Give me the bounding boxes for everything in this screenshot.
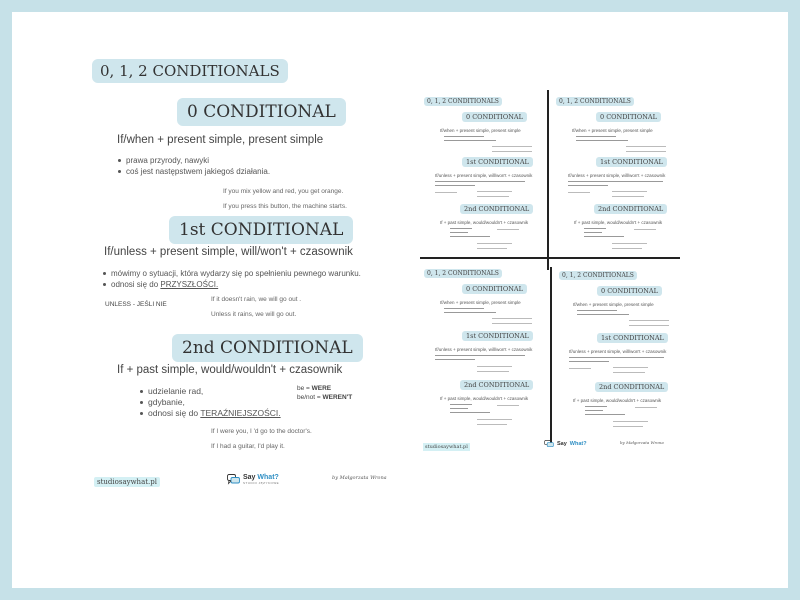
example: If it doesn't rain, we will go out . (211, 296, 302, 303)
underlined-term: PRZYSZŁOŚCI. (160, 280, 219, 289)
bullets-0 (117, 155, 270, 177)
be-rules (297, 384, 352, 402)
bullet: prawa przyrody, nawyki (117, 155, 270, 166)
example: If I were you, I 'd go to the doctor's. (211, 428, 312, 435)
example: If you mix yellow and red, you get orange. (223, 188, 344, 195)
bullet: gdybanie, (139, 397, 281, 408)
page (12, 12, 788, 588)
bullet: odnosi się do TERAŹNIEJSZOŚCI. (139, 408, 281, 419)
thumb-website: studiosaywhat.pl (425, 444, 468, 450)
divider-vertical-top (547, 90, 549, 270)
formula-0: If/when + present simple, present simple (117, 134, 324, 146)
examples-2 (211, 424, 312, 454)
thumbnail-top-right: 0, 1, 2 CONDITIONALS 0 CONDITIONAL If/when + present simple, present simple 1st CONDITIONAL If/unless + present simple, will/won't + czasownik 2nd CONDITIONAL If + past simple, would/wouldn't + czasownik (554, 96, 682, 256)
examples-0 (223, 184, 347, 214)
be-rule: be/not = WEREN'T (297, 394, 353, 401)
formula-1: If/unless + present simple, will/won't + czasownik (104, 246, 353, 258)
thumbnail-bottom-left: 0, 1, 2 CONDITIONALS 0 CONDITIONAL If/when + present simple, present simple 1st CONDITIONAL If/unless + present simple, will/won't + czasownik 2nd CONDITIONAL If + past simple, would/wouldn't + czasownik (422, 266, 546, 441)
formula-2: If + past simple, would/wouldn't + czasownik (117, 364, 343, 376)
heading-0-conditional: 0 CONDITIONAL (177, 98, 346, 126)
heading-2nd-conditional: 2nd CONDITIONAL (172, 334, 363, 362)
example: If you press this button, the machine starts. (223, 203, 347, 210)
bullet: coś jest następstwem jakiegoś działania. (117, 166, 270, 177)
examples-1 (211, 292, 301, 322)
bullet: odnosi się do PRZYSZŁOŚCI. (102, 279, 361, 290)
say-what-logo: Say What? STUDIO JĘZYKOWE (227, 474, 279, 485)
signature: by Małgorzata Wrona (332, 475, 387, 481)
bullets-1 (102, 268, 361, 290)
bullets-2 (139, 386, 281, 419)
thumbnail-bottom-right: 0, 1, 2 CONDITIONALS 0 CONDITIONAL If/when + present simple, present simple 1st CONDITIONAL If/unless + present simple, will/won't + czasownik 2nd CONDITIONAL If + past simple, would/wouldn't + czasownik (557, 266, 687, 441)
underlined-term: TERAŹNIEJSZOŚCI. (200, 408, 281, 418)
unless-note: UNLESS - JEŚLI NIE (105, 301, 167, 308)
bullet: mówimy o sytuacji, która wydarzy się po spełnieniu pewnego warunku. (102, 268, 361, 279)
thumb-logo: Say What? (544, 440, 587, 448)
bullet: udzielanie rad, (139, 386, 281, 397)
speech-bubbles-icon (227, 474, 240, 485)
thumb-signature: by Małgorzata Wrona (620, 440, 664, 445)
website-link[interactable]: studiosaywhat.pl (94, 477, 160, 487)
main-title: 0, 1, 2 CONDITIONALS (92, 59, 288, 83)
example: If I had a guitar, I'd play it. (211, 443, 285, 450)
be-rule: be = WERE (297, 385, 332, 392)
thumbnail-top-left: 0, 1, 2 CONDITIONALS 0 CONDITIONAL If/when + present simple, present simple 1st CONDITIONAL If/unless + present simple, will/won't + czasownik 2nd CONDITIONAL If + past simple, would/wouldn't + czasownik (422, 96, 544, 256)
speech-bubbles-icon (544, 440, 554, 448)
example: Unless it rains, we will go out. (211, 311, 297, 318)
heading-1st-conditional: 1st CONDITIONAL (169, 216, 353, 244)
divider-vertical-bottom (550, 267, 552, 445)
divider-horizontal (420, 257, 680, 259)
